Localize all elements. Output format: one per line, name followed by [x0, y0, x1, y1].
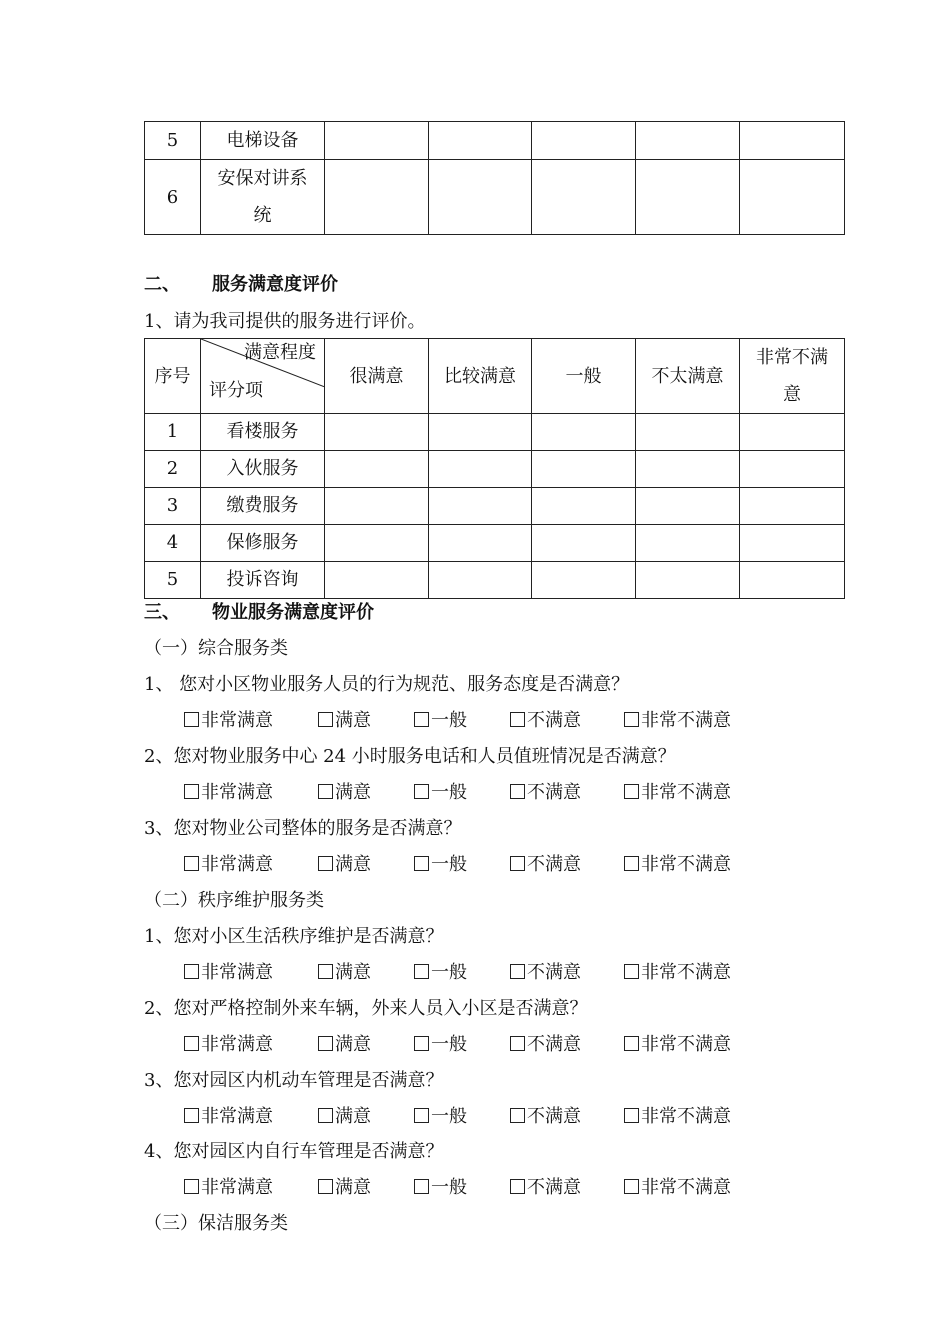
option-very-dissatisfied[interactable]: 非常不满意: [624, 1173, 731, 1199]
checkbox[interactable]: [414, 856, 429, 871]
rating-cell[interactable]: [740, 451, 845, 488]
option-average[interactable]: 一般: [414, 850, 467, 876]
checkbox[interactable]: [318, 1036, 333, 1051]
row-item: 看楼服务: [201, 414, 325, 451]
row-number: 6: [145, 160, 201, 235]
row-number: 1: [145, 414, 201, 451]
rating-cell[interactable]: [636, 488, 740, 525]
rating-cell[interactable]: [429, 122, 532, 160]
checkbox[interactable]: [510, 784, 525, 799]
checkbox[interactable]: [510, 1036, 525, 1051]
checkbox[interactable]: [414, 1036, 429, 1051]
checkbox[interactable]: [624, 712, 639, 727]
rating-cell[interactable]: [429, 562, 532, 599]
option-very-satisfied[interactable]: 非常满意: [184, 1030, 273, 1056]
option-dissatisfied[interactable]: 不满意: [510, 1173, 581, 1199]
option-average[interactable]: 一般: [414, 706, 467, 732]
option-average[interactable]: 一般: [414, 1030, 467, 1056]
row-item: 入伙服务: [201, 451, 325, 488]
rating-cell[interactable]: [532, 122, 636, 160]
rating-cell[interactable]: [532, 160, 636, 235]
rating-cell[interactable]: [636, 122, 740, 160]
facility-table: [144, 121, 845, 235]
option-very-dissatisfied[interactable]: 非常不满意: [624, 1102, 731, 1128]
rating-cell[interactable]: [636, 451, 740, 488]
option-very-dissatisfied[interactable]: 非常不满意: [624, 778, 731, 804]
rating-cell[interactable]: [429, 451, 532, 488]
table-row: [145, 160, 845, 235]
rating-cell[interactable]: [325, 451, 429, 488]
option-satisfied[interactable]: 满意: [318, 850, 371, 876]
checkbox[interactable]: [414, 1179, 429, 1194]
option-very-satisfied[interactable]: 非常满意: [184, 850, 273, 876]
table-row: [145, 562, 845, 599]
checkbox[interactable]: [184, 712, 199, 727]
option-satisfied[interactable]: 满意: [318, 1030, 371, 1056]
checkbox[interactable]: [414, 784, 429, 799]
checkbox[interactable]: [624, 856, 639, 871]
rating-cell[interactable]: [740, 122, 845, 160]
checkbox[interactable]: [414, 964, 429, 979]
option-dissatisfied[interactable]: 不满意: [510, 706, 581, 732]
option-dissatisfied[interactable]: 不满意: [510, 958, 581, 984]
checkbox[interactable]: [184, 1108, 199, 1123]
section-heading: 三、 物业服务满意度评价: [144, 602, 374, 623]
header-col: 一般: [532, 339, 636, 414]
option-very-satisfied[interactable]: 非常满意: [184, 778, 273, 804]
table-row: [145, 122, 845, 160]
checkbox[interactable]: [510, 1108, 525, 1123]
rating-cell[interactable]: [429, 488, 532, 525]
option-satisfied[interactable]: 满意: [318, 1102, 371, 1128]
question: 4、您对园区内自行车管理是否满意？: [144, 1141, 444, 1162]
row-item: 电梯设备: [201, 122, 325, 160]
option-average[interactable]: 一般: [414, 778, 467, 804]
rating-cell[interactable]: [636, 525, 740, 562]
table-row: [145, 414, 845, 451]
checkbox[interactable]: [624, 784, 639, 799]
header-col: 不太满意: [636, 339, 740, 414]
rating-cell[interactable]: [636, 562, 740, 599]
rating-cell[interactable]: [740, 414, 845, 451]
option-satisfied[interactable]: 满意: [318, 1173, 371, 1199]
rating-cell[interactable]: [532, 451, 636, 488]
option-satisfied[interactable]: 满意: [318, 958, 371, 984]
rating-cell[interactable]: [325, 160, 429, 235]
option-very-satisfied[interactable]: 非常满意: [184, 1102, 273, 1128]
header-col: 比较满意: [429, 339, 532, 414]
row-item: 缴费服务: [201, 488, 325, 525]
option-satisfied[interactable]: 满意: [318, 706, 371, 732]
checkbox[interactable]: [184, 784, 199, 799]
option-average[interactable]: 一般: [414, 1102, 467, 1128]
question: 2、您对严格控制外来车辆，外来人员入小区是否满意？: [144, 998, 588, 1019]
header-col: 非常不满 意: [740, 339, 845, 414]
option-very-dissatisfied[interactable]: 非常不满意: [624, 958, 731, 984]
checkbox[interactable]: [318, 712, 333, 727]
checkbox[interactable]: [624, 1108, 639, 1123]
row-item: 保修服务: [201, 525, 325, 562]
rating-cell[interactable]: [532, 562, 636, 599]
checkbox[interactable]: [414, 712, 429, 727]
option-very-satisfied[interactable]: 非常满意: [184, 1173, 273, 1199]
header-seq: 序号: [145, 339, 201, 414]
question: 3、您对园区内机动车管理是否满意？: [144, 1070, 444, 1091]
checkbox[interactable]: [510, 856, 525, 871]
option-dissatisfied[interactable]: 不满意: [510, 1030, 581, 1056]
table-row: [145, 525, 845, 562]
row-item: 安保对讲系 统: [201, 160, 325, 235]
rating-cell[interactable]: [740, 488, 845, 525]
checkbox[interactable]: [318, 856, 333, 871]
rating-cell[interactable]: [740, 562, 845, 599]
service-rating-table: [144, 338, 845, 599]
rating-cell[interactable]: [429, 525, 532, 562]
checkbox[interactable]: [318, 1179, 333, 1194]
rating-cell[interactable]: [636, 414, 740, 451]
rating-cell[interactable]: [532, 414, 636, 451]
rating-cell[interactable]: [325, 414, 429, 451]
row-number: 2: [145, 451, 201, 488]
option-dissatisfied[interactable]: 不满意: [510, 1102, 581, 1128]
checkbox[interactable]: [624, 1036, 639, 1051]
checkbox[interactable]: [184, 964, 199, 979]
option-very-satisfied[interactable]: 非常满意: [184, 706, 273, 732]
checkbox[interactable]: [510, 712, 525, 727]
option-very-dissatisfied[interactable]: 非常不满意: [624, 706, 731, 732]
rating-cell[interactable]: [740, 525, 845, 562]
row-number: 3: [145, 488, 201, 525]
table-header-row: [145, 339, 845, 414]
rating-cell[interactable]: [325, 525, 429, 562]
option-satisfied[interactable]: 满意: [318, 778, 371, 804]
checkbox[interactable]: [184, 1036, 199, 1051]
checkbox[interactable]: [318, 784, 333, 799]
header-diag-bottom: 评分项: [209, 380, 263, 401]
table-row: [145, 451, 845, 488]
subsection-title: （一）综合服务类: [144, 638, 288, 659]
rating-cell[interactable]: [325, 488, 429, 525]
question: 1、 您对小区物业服务人员的行为规范、服务态度是否满意？: [144, 674, 630, 695]
table-row: [145, 488, 845, 525]
rating-cell[interactable]: [429, 414, 532, 451]
checkbox[interactable]: [624, 964, 639, 979]
header-col: 很满意: [325, 339, 429, 414]
rating-cell[interactable]: [740, 160, 845, 235]
row-number: 4: [145, 525, 201, 562]
option-average[interactable]: 一般: [414, 1173, 467, 1199]
rating-cell[interactable]: [325, 122, 429, 160]
rating-cell[interactable]: [429, 160, 532, 235]
checkbox[interactable]: [414, 1108, 429, 1123]
question: 3、您对物业公司整体的服务是否满意？: [144, 818, 462, 839]
rating-cell[interactable]: [532, 488, 636, 525]
option-very-dissatisfied[interactable]: 非常不满意: [624, 850, 731, 876]
option-average[interactable]: 一般: [414, 958, 467, 984]
checkbox[interactable]: [318, 1108, 333, 1123]
rating-cell[interactable]: [532, 525, 636, 562]
checkbox[interactable]: [624, 1179, 639, 1194]
subsection-title: （二）秩序维护服务类: [144, 890, 324, 911]
question: 2、您对物业服务中心 24 小时服务电话和人员值班情况是否满意？: [144, 746, 676, 767]
subsection-title: （三）保洁服务类: [144, 1213, 288, 1234]
checkbox[interactable]: [510, 1179, 525, 1194]
row-number: 5: [145, 562, 201, 599]
option-dissatisfied[interactable]: 不满意: [510, 850, 581, 876]
option-dissatisfied[interactable]: 不满意: [510, 778, 581, 804]
checkbox[interactable]: [510, 964, 525, 979]
section-heading: 二、 服务满意度评价: [144, 274, 338, 295]
header-diag-top: 满意程度: [244, 342, 316, 363]
header-diagonal: [201, 339, 325, 414]
option-very-satisfied[interactable]: 非常满意: [184, 958, 273, 984]
question: 1、您对小区生活秩序维护是否满意？: [144, 926, 444, 947]
row-item: 投诉咨询: [201, 562, 325, 599]
checkbox[interactable]: [318, 964, 333, 979]
rating-cell[interactable]: [325, 562, 429, 599]
rating-cell[interactable]: [636, 160, 740, 235]
row-number: 5: [145, 122, 201, 160]
checkbox[interactable]: [184, 856, 199, 871]
checkbox[interactable]: [184, 1179, 199, 1194]
section-intro: 1、请为我司提供的服务进行评价。: [144, 311, 426, 332]
option-very-dissatisfied[interactable]: 非常不满意: [624, 1030, 731, 1056]
